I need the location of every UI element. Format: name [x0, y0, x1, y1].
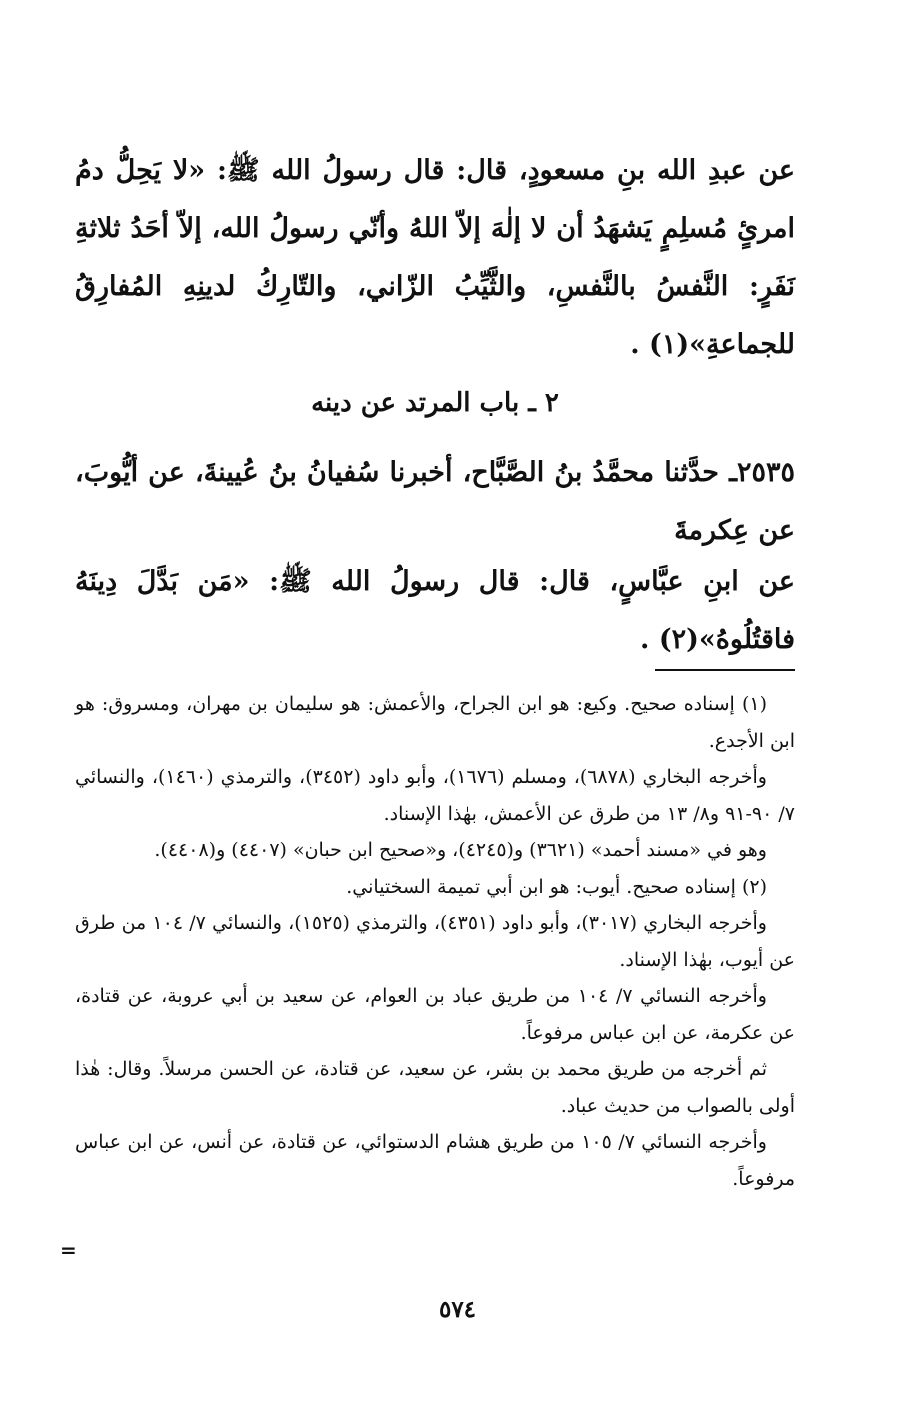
hadith-text: عن عبدِ الله بنِ مسعودٍ، قال: قال رسولُ الله ﷺ: «لا يَحِلُّ دمُ امرئٍ مُسلِمٍ يَشهَدُ أن لا إلٰهَ إلاّ اللهُ وأنّي رسولُ الله، إلاّ أحَدُ ثلاثةِ نَفَرٍ: النَّفسُ بالنَّفسِ، والثَّيِّبُ الزّاني، والتّارِكُ لدينِهِ المُفارِقُ للجماعةِ»(١) .: [75, 155, 795, 360]
footnote-paragraph: (١) إسناده صحيح. وكيع: هو ابن الجراح، والأعمش: هو سليمان بن مهران، ومسروق: هو ابن الأجدع.: [75, 693, 795, 752]
footnote-paragraph: وأخرجه البخاري (٦٨٧٨)، ومسلم (١٦٧٦)، وأبو داود (٣٤٥٢)، والترمذي (١٤٦٠)، والنسائي ٧/ ٩٠-٩١ و٨/ ١٣ من طرق عن الأعمش، بهٰذا الإسناد.: [75, 766, 795, 825]
continuation-mark: =: [60, 1238, 77, 1262]
footnotes: [75, 686, 795, 1197]
footnote-paragraph: وهو في «مسند أحمد» (٣٦٢١) و(٤٢٤٥)، و«صحيح ابن حبان» (٤٤٠٧) و(٤٤٠٨).: [154, 839, 767, 861]
footnote-paragraph: (٢) إسناده صحيح. أيوب: هو ابن أبي تميمة السختياني.: [346, 875, 767, 898]
chapter-heading: ٢ ـ باب المرتد عن دينه: [311, 388, 559, 418]
footnote-paragraph: وأخرجه النسائي ٧/ ١٠٥ من طريق هشام الدستوائي، عن قتادة، عن أنس، عن ابن عباس مرفوعاً.: [75, 1131, 795, 1190]
page-number: ٥٧٤: [438, 1296, 477, 1323]
hadith-matn: عن ابنِ عبَّاسٍ، قال: قال رسولُ الله ﷺ: «مَن بَدَّلَ دِينَهُ فاقتُلُوهُ»(٢) .: [75, 566, 795, 655]
hadith-isnad: ٢٥٣٥ـ حدَّثنا محمَّدُ بنُ الصَّبَّاح، أخبرنا سُفيانُ بنُ عُيينةَ، عن أيُّوبَ، عن عِكرمةَ: [75, 457, 795, 546]
footnote-paragraph: ثم أخرجه من طريق محمد بن بشر، عن سعيد، عن قتادة، عن الحسن مرسلاً. وقال: هٰذا أولى بالصواب من حديث عباد.: [75, 1058, 795, 1117]
footnote-paragraph: وأخرجه النسائي ٧/ ١٠٤ من طريق عباد بن العوام، عن سعيد بن أبي عروبة، عن قتادة، عن عكرمة، عن ابن عباس مرفوعاً.: [75, 985, 795, 1044]
footnote-divider: [655, 669, 795, 671]
footnote-paragraph: وأخرجه البخاري (٣٠١٧)، وأبو داود (٤٣٥١)، والترمذي (١٥٢٥)، والنسائي ٧/ ١٠٤ من طرق عن أيوب، بهٰذا الإسناد.: [75, 912, 795, 971]
